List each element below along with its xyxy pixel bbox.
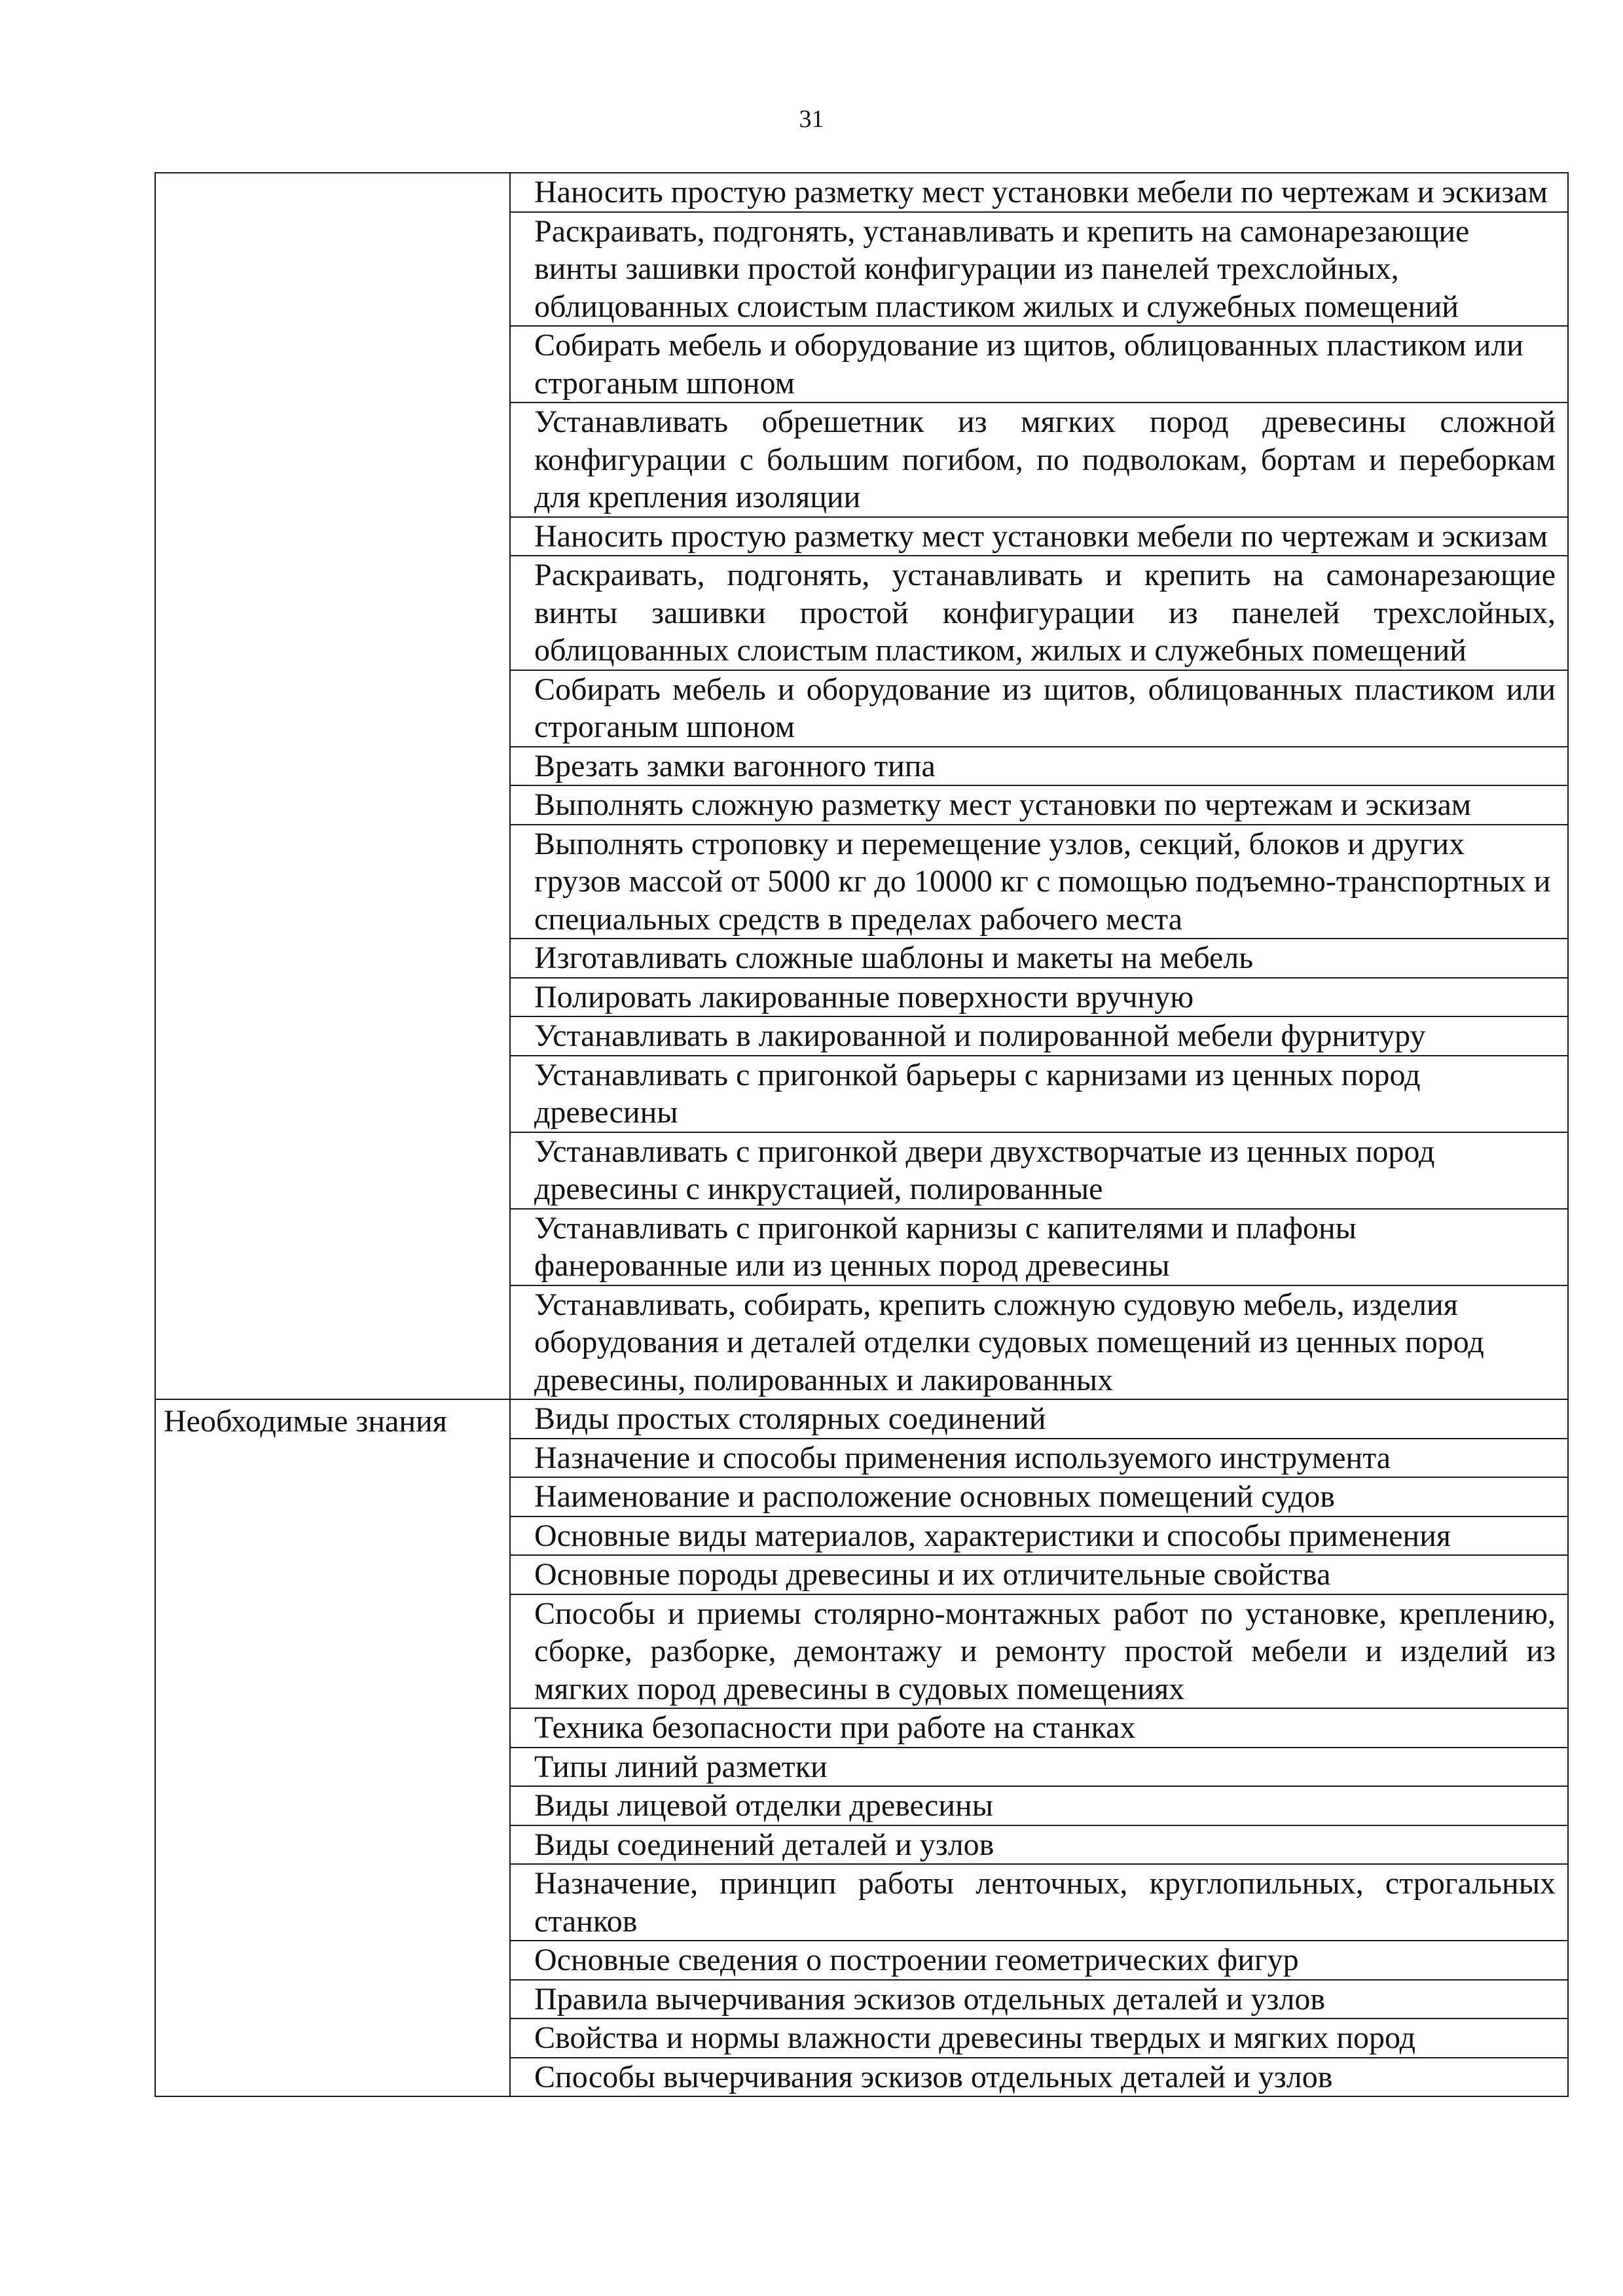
list-item: Основные породы древесины и их отличительные свойства [511,1556,1567,1595]
list-item: Собирать мебель и оборудование из щитов, облицованных пластиком или строганым шпоном [511,671,1567,747]
list-item: Устанавливать с пригонкой карнизы с капителями и плафоны фанерованные или из ценных пород древесины [511,1210,1567,1286]
row-label: Необходимые знания [164,1404,447,1439]
list-item: Выполнять сложную разметку мест установки по чертежам и эскизам [511,786,1567,825]
list-item: Устанавливать, собирать, крепить сложную судовую мебель, изделия оборудования и деталей отделки судовых помещений из ценных пород древесины, полированных и лакированных [534,1287,1484,1397]
list-item: Назначение и способы применения используемого инструмента [511,1439,1567,1479]
table-body [155,173,1568,2096]
page-number: 31 [799,105,824,133]
list-item: Устанавливать с пригонкой барьеры с карнизами из ценных пород древесины [511,1056,1567,1133]
row-items-cell [510,173,1568,1399]
list-item: Виды лицевой отделки древесины [511,1787,1567,1826]
list-item: Наносить простую разметку мест установки мебели по чертежам и эскизам [511,173,1567,213]
list-item: Основные виды материалов, характеристики и способы применения [511,1517,1567,1556]
list-item: Выполнять строповку и перемещение узлов, секций, блоков и других грузов массой от 5000 кг до 10000 кг с помощью подъемно-транспортных и специальных средств в пределах рабочего места [511,825,1567,940]
list-item: Собирать мебель и оборудование из щитов, облицованных пластиком или строганым шпоном [511,327,1567,403]
list-item: Способы и приемы столярно-монтажных работ по установке, креплению, сборке, разборке, демонтажу и ремонту простой мебели и изделий из мягких пород древесины в судовых помещениях [511,1595,1567,1710]
list-item: Свойства и нормы влажности древесины твердых и мягких пород [511,2019,1567,2058]
list-item: Изготавливать сложные шаблоны и макеты на мебель [511,939,1567,978]
competency-table [155,172,1569,2097]
list-item: Устанавливать обрешетник из мягких пород древесины сложной конфигурации с большим погибом, по подволокам, бортам и переборкам для крепления изоляции [511,403,1567,518]
row-label-cell [155,173,510,1399]
row-items-cell [510,1399,1568,2096]
list-item: Устанавливать в лакированной и полированной мебели фурнитуру [511,1017,1567,1056]
row-label [156,173,509,176]
list-item: Типы линий разметки [511,1748,1567,1787]
list-item: Виды соединений деталей и узлов [511,1826,1567,1865]
list-item: Раскраивать, подгонять, устанавливать и крепить на самонарезающие винты зашивки простой конфигурации из панелей трехслойных, облицованных слоистым пластиком, жилых и служебных помещений [511,556,1567,671]
row-label-cell [155,1399,510,2096]
list-item: Техника безопасности при работе на станках [511,1709,1567,1748]
list-item: Назначение, принцип работы ленточных, круглопильных, строгальных станков [511,1865,1567,1941]
list-item: Основные сведения о построении геометрических фигур [511,1941,1567,1981]
list-item: Раскраивать, подгонять, устанавливать и крепить на самонарезающие винты зашивки простой конфигурации из панелей трехслойных, облицованных слоистым пластиком жилых и служебных помещений [511,213,1567,327]
list-item: Полировать лакированные поверхности вручную [511,978,1567,1018]
list-item: Врезать замки вагонного типа [511,747,1567,787]
list-item: Наносить простую разметку мест установки мебели по чертежам и эскизам [511,518,1567,557]
list-item: Наименование и расположение основных помещений судов [511,1478,1567,1517]
table-row-skills [155,173,1568,1399]
list-item: Способы вычерчивания эскизов отдельных деталей и узлов [534,2059,1333,2094]
list-item: Правила вычерчивания эскизов отдельных деталей и узлов [511,1981,1567,2020]
table-row-knowledge [155,1399,1568,2096]
list-item: Виды простых столярных соединений [511,1400,1567,1439]
list-item: Устанавливать с пригонкой двери двухстворчатые из ценных пород древесины с инкрустацией, полированные [511,1133,1567,1210]
